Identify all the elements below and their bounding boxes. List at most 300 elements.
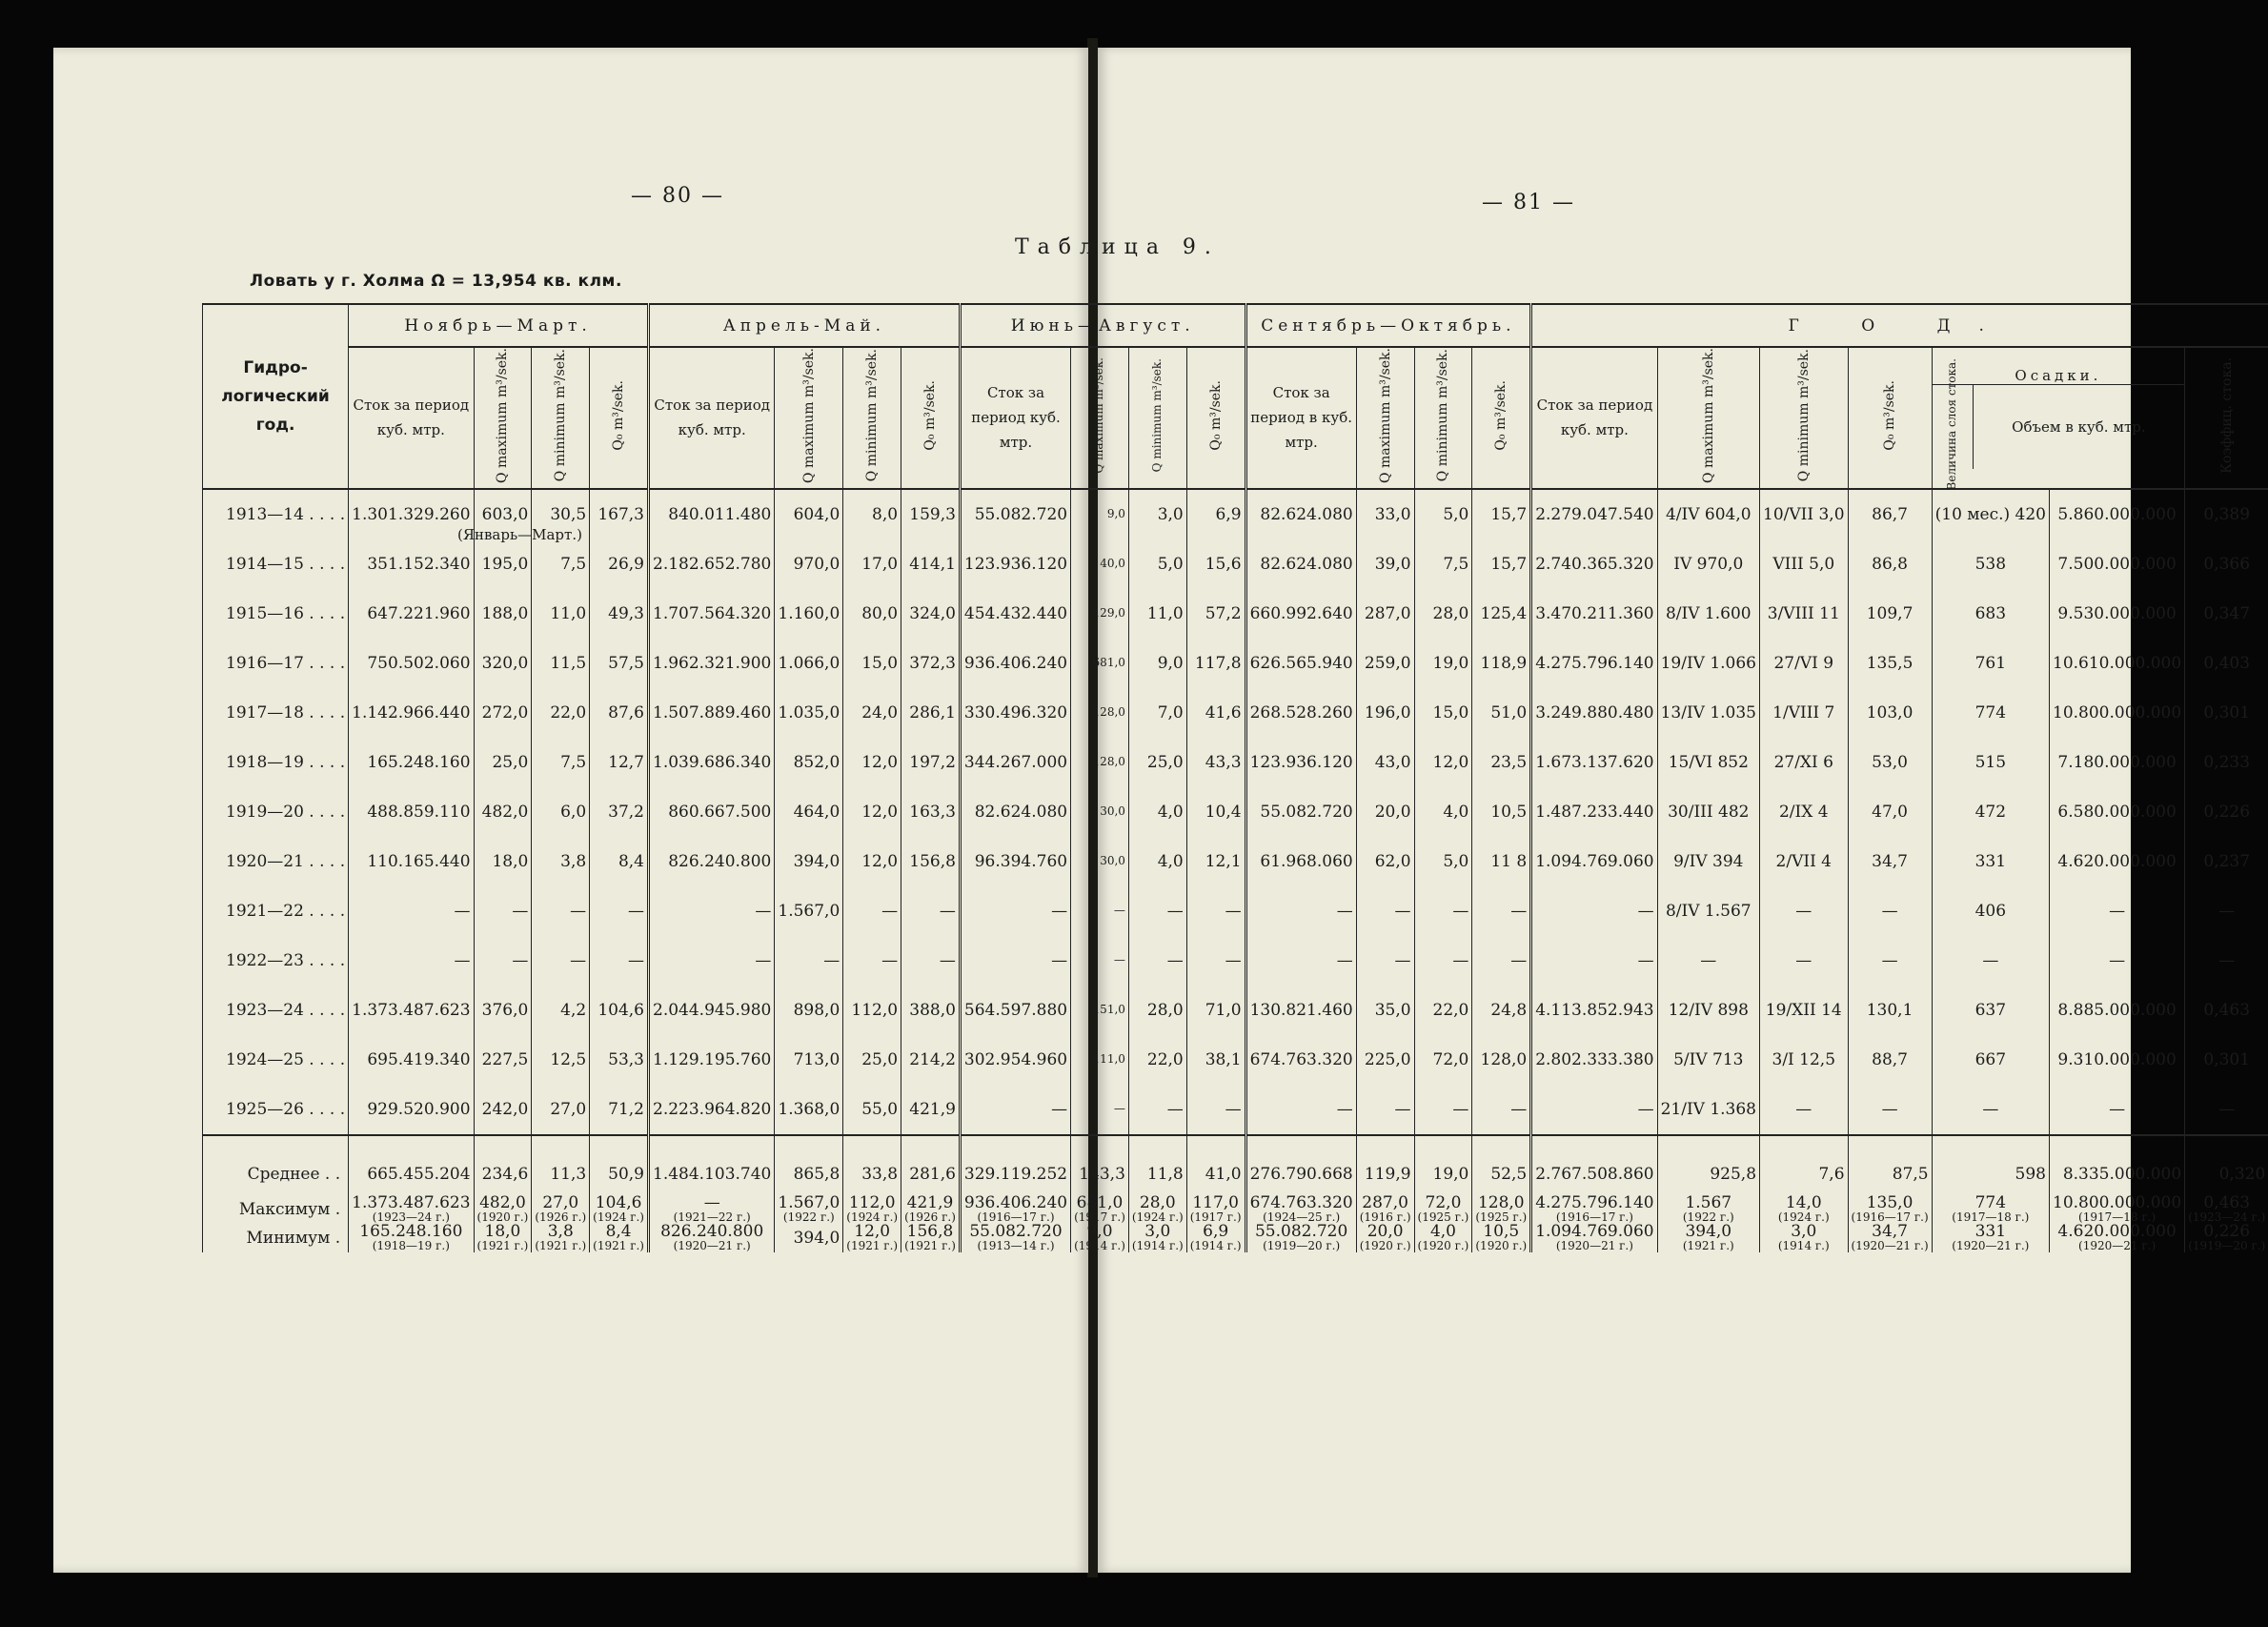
header-precip: Осадки. Величина слоя стока. Объем в куб. мтр. <box>1932 347 2185 489</box>
cell-yr-3: 130,1 <box>1848 986 1932 1035</box>
cell-nm-0: 695.419.340 <box>349 1035 474 1085</box>
summary-row <box>203 1195 2268 1224</box>
cell-ja-1: 30,0 <box>1071 787 1129 837</box>
table-row <box>203 787 2268 837</box>
header-qmin-so: Q minimum m³/sek. <box>1414 347 1472 489</box>
header-runoff-yr: Сток за период куб. мтр. <box>1531 347 1657 489</box>
cell-yr-0: 4.275.796.140 <box>1531 639 1657 688</box>
cell-yr-2: 3/VIII 11 <box>1760 589 1849 639</box>
cell-so-0: 61.968.060 <box>1245 837 1356 886</box>
cell-am-3: 372,3 <box>901 639 961 688</box>
cell-ja-1: 30,0 <box>1071 837 1129 886</box>
cell-nm-1: 188,0 <box>474 589 532 639</box>
cell-so-3: 10,5 <box>1472 787 1531 837</box>
cell-yr-6: 0,237 <box>2185 837 2268 886</box>
cell-so-3: 24,8 <box>1472 986 1531 1035</box>
summary-yr-5: 10.800.000.000 (1917—18 г.) <box>2050 1195 2185 1224</box>
row-year: 1917—18 . . . . <box>203 688 349 738</box>
cell-am-0: 1.962.321.900 <box>649 639 775 688</box>
cell-yr-1: 30/III 482 <box>1657 787 1759 837</box>
cell-yr-5: — <box>2050 1085 2185 1135</box>
cell-yr-1: — <box>1657 936 1759 986</box>
summary-nm-2: 11,3 <box>532 1135 590 1195</box>
summary-nm-0: 665.455.204 <box>349 1135 474 1195</box>
cell-nm-0: 750.502.060 <box>349 639 474 688</box>
cell-yr-0: 1.094.769.060 <box>1531 837 1657 886</box>
cell-am-3: 163,3 <box>901 787 961 837</box>
summary-so-1: 119,9 <box>1356 1135 1414 1195</box>
cell-yr-5: 10.610.000.000 <box>2050 639 2185 688</box>
cell-so-2: 7,5 <box>1414 539 1472 589</box>
cell-yr-2: 2/IX 4 <box>1760 787 1849 837</box>
header-runoff-am: Сток за период куб. мтр. <box>649 347 775 489</box>
cell-am-0: 1.039.686.340 <box>649 738 775 787</box>
cell-am-2: 24,0 <box>843 688 901 738</box>
summary-yr-5: 4.620.000.000 (1920—21 г.) <box>2050 1224 2185 1252</box>
cell-nm-3: 167,3 <box>590 489 649 539</box>
row-year: 1925—26 . . . . <box>203 1085 349 1135</box>
summary-yr-2: 14,0 (1924 г.) <box>1760 1195 1849 1224</box>
cell-ja-1: 151,0 <box>1071 986 1129 1035</box>
cell-nm-3: — <box>590 886 649 936</box>
summary-am-1: 394,0 <box>775 1224 843 1252</box>
summary-nm-3: 104,6 (1924 г.) <box>590 1195 649 1224</box>
header-coef: Коэффиц. стока. <box>2185 347 2268 489</box>
cell-ja-1: 111,0 <box>1071 1035 1129 1085</box>
cell-yr-4: 761 <box>1932 639 2049 688</box>
cell-yr-6: 0,347 <box>2185 589 2268 639</box>
header-qmin-yr: Q minimum m³/sek. <box>1760 347 1849 489</box>
cell-nm-2: 11,5 <box>532 639 590 688</box>
cell-so-1: 20,0 <box>1356 787 1414 837</box>
summary-yr-3: 135,0 (1916—17 г.) <box>1848 1195 1932 1224</box>
summary-am-3: 156,8 (1921 г.) <box>901 1224 961 1252</box>
cell-am-1: 1.066,0 <box>775 639 843 688</box>
cell-nm-0: 647.221.960 <box>349 589 474 639</box>
cell-yr-4: 683 <box>1932 589 2049 639</box>
summary-label: Максимум . <box>203 1195 349 1224</box>
cell-yr-1: 21/IV 1.368 <box>1657 1085 1759 1135</box>
cell-nm-0: 488.859.110 <box>349 787 474 837</box>
cell-am-1: 1.035,0 <box>775 688 843 738</box>
cell-yr-4: (10 мес.) 420 <box>1932 489 2049 539</box>
cell-yr-0: — <box>1531 1085 1657 1135</box>
cell-ja-2: — <box>1128 1085 1186 1135</box>
summary-so-2: 72,0 (1925 г.) <box>1414 1195 1472 1224</box>
cell-ja-2: 22,0 <box>1128 1035 1186 1085</box>
cell-ja-0: 96.394.760 <box>960 837 1070 886</box>
header-qmax-so: Q maximum m³/sek. <box>1356 347 1414 489</box>
cell-so-0: 82.624.080 <box>1245 489 1356 539</box>
cell-ja-3: 15,6 <box>1186 539 1245 589</box>
cell-nm-1: 195,0 <box>474 539 532 589</box>
header-runoff-ja: Сток за период куб. мтр. <box>960 347 1070 489</box>
cell-nm-2: 11,0 <box>532 589 590 639</box>
cell-nm-2: 7,5 <box>532 539 590 589</box>
cell-ja-3: 6,9 <box>1186 489 1245 539</box>
cell-yr-0: — <box>1531 886 1657 936</box>
cell-nm-0: 1.301.329.260 <box>349 489 474 539</box>
cell-nm-0: 351.152.340 <box>349 539 474 589</box>
cell-yr-3: 88,7 <box>1848 1035 1932 1085</box>
cell-am-3: 214,2 <box>901 1035 961 1085</box>
cell-yr-2: — <box>1760 936 1849 986</box>
row-year: 1916—17 . . . . <box>203 639 349 688</box>
summary-am-1: 1.567,0 (1922 г.) <box>775 1195 843 1224</box>
row-year: 1919—20 . . . . <box>203 787 349 837</box>
cell-nm-3: 71,2 <box>590 1085 649 1135</box>
cell-so-3: 15,7 <box>1472 489 1531 539</box>
summary-label: Среднее . . <box>203 1135 349 1195</box>
cell-am-2: 12,0 <box>843 738 901 787</box>
summary-am-3: 421,9 (1926 г.) <box>901 1195 961 1224</box>
cell-so-2: 19,0 <box>1414 639 1472 688</box>
cell-yr-1: 9/IV 394 <box>1657 837 1759 886</box>
cell-ja-3: — <box>1186 1085 1245 1135</box>
river-title: Ловать у г. Холма Ω = 13,954 кв. клм. <box>250 272 622 291</box>
cell-yr-1: 12/IV 898 <box>1657 986 1759 1035</box>
summary-so-3: 10,5 (1920 г.) <box>1472 1224 1531 1252</box>
summary-yr-4: 598 <box>1932 1135 2049 1195</box>
cell-yr-1: 4/IV 604,0 <box>1657 489 1759 539</box>
table-row <box>203 986 2268 1035</box>
cell-yr-3: 86,8 <box>1848 539 1932 589</box>
summary-am-0: — (1921—22 г.) <box>649 1195 775 1224</box>
cell-nm-3: 87,6 <box>590 688 649 738</box>
cell-am-0: 2.223.964.820 <box>649 1085 775 1135</box>
runoff-table <box>202 303 2268 1252</box>
table-row <box>203 738 2268 787</box>
header-q0-so: Q₀ m³/sek. <box>1472 347 1531 489</box>
table-row <box>203 936 2268 986</box>
cell-nm-0: 929.520.900 <box>349 1085 474 1135</box>
cell-am-0: 860.667.500 <box>649 787 775 837</box>
cell-am-1: 713,0 <box>775 1035 843 1085</box>
summary-nm-0: 1.373.487.623 (1923—24 г.) <box>349 1195 474 1224</box>
cell-nm-1: 25,0 <box>474 738 532 787</box>
summary-row <box>203 1135 2268 1195</box>
cell-nm-2: 4,2 <box>532 986 590 1035</box>
cell-yr-0: 1.487.233.440 <box>1531 787 1657 837</box>
cell-so-3: — <box>1472 936 1531 986</box>
cell-ja-0: 564.597.880 <box>960 986 1070 1035</box>
cell-so-2: 72,0 <box>1414 1035 1472 1085</box>
cell-yr-5: 9.310.000.000 <box>2050 1035 2185 1085</box>
summary-so-0: 674.763.320 (1924—25 г.) <box>1245 1195 1356 1224</box>
table-row <box>203 639 2268 688</box>
cell-nm-3: 26,9 <box>590 539 649 589</box>
cell-yr-2: — <box>1760 1085 1849 1135</box>
cell-yr-3: 34,7 <box>1848 837 1932 886</box>
cell-yr-5: 7.180.000.000 <box>2050 738 2185 787</box>
summary-ja-0: 936.406.240 (1916—17 г.) <box>960 1195 1070 1224</box>
cell-nm-2: — <box>532 886 590 936</box>
cell-ja-2: 28,0 <box>1128 986 1186 1035</box>
cell-ja-0: — <box>960 886 1070 936</box>
header-year: Гидро-логический год. <box>203 304 349 489</box>
cell-ja-3: 71,0 <box>1186 986 1245 1035</box>
cell-ja-0: 82.624.080 <box>960 787 1070 837</box>
cell-ja-2: — <box>1128 936 1186 986</box>
cell-so-2: 5,0 <box>1414 489 1472 539</box>
header-layer: Величина слоя стока. <box>1945 358 1959 491</box>
summary-nm-1: 234,6 <box>474 1135 532 1195</box>
summary-yr-6: 0,226 (1919—20 г.) <box>2185 1224 2268 1252</box>
cell-yr-1: 5/IV 713 <box>1657 1035 1759 1085</box>
summary-so-2: 19,0 <box>1414 1135 1472 1195</box>
cell-ja-3: 41,6 <box>1186 688 1245 738</box>
summary-yr-0: 1.094.769.060 (1920—21 г.) <box>1531 1224 1657 1252</box>
cell-yr-2: VIII 5,0 <box>1760 539 1849 589</box>
left-page-number: — 80 — <box>631 184 724 208</box>
summary-yr-1: 925,8 <box>1657 1135 1759 1195</box>
cell-ja-3: 10,4 <box>1186 787 1245 837</box>
cell-yr-5: — <box>2050 886 2185 936</box>
row-year: 1923—24 . . . . <box>203 986 349 1035</box>
cell-yr-3: — <box>1848 1085 1932 1135</box>
summary-ja-0: 55.082.720 (1913—14 г.) <box>960 1224 1070 1252</box>
cell-so-1: 259,0 <box>1356 639 1414 688</box>
cell-so-2: 4,0 <box>1414 787 1472 837</box>
cell-so-0: 82.624.080 <box>1245 539 1356 589</box>
cell-nm-0: 110.165.440 <box>349 837 474 886</box>
header-year-group: Г О Д. <box>1531 304 2268 347</box>
cell-am-2: 25,0 <box>843 1035 901 1085</box>
cell-am-1: 970,0 <box>775 539 843 589</box>
cell-ja-1: 9,0 <box>1071 489 1129 539</box>
summary-am-2: 12,0 (1921 г.) <box>843 1224 901 1252</box>
summary-row <box>203 1224 2268 1252</box>
summary-so-3: 52,5 <box>1472 1135 1531 1195</box>
cell-nm-3: 8,4 <box>590 837 649 886</box>
cell-so-0: 660.992.640 <box>1245 589 1356 639</box>
cell-am-2: 15,0 <box>843 639 901 688</box>
summary-nm-3: 8,4 (1921 г.) <box>590 1224 649 1252</box>
cell-am-0: 1.507.889.460 <box>649 688 775 738</box>
cell-ja-3: 43,3 <box>1186 738 1245 787</box>
cell-yr-4: — <box>1932 936 2049 986</box>
header-runoff-nm: Сток за период куб. мтр. <box>349 347 474 489</box>
cell-so-2: — <box>1414 1085 1472 1135</box>
cell-nm-3: 53,3 <box>590 1035 649 1085</box>
cell-ja-1: 128,0 <box>1071 688 1129 738</box>
summary-label: Минимум . <box>203 1224 349 1252</box>
table-row <box>203 886 2268 936</box>
table-row <box>203 539 2268 589</box>
cell-yr-0: 2.740.365.320 <box>1531 539 1657 589</box>
row-year: 1922—23 . . . . <box>203 936 349 986</box>
note-jan-mar: (Январь—Март.) <box>457 526 582 543</box>
cell-yr-6: 0,226 <box>2185 787 2268 837</box>
table-row <box>203 1035 2268 1085</box>
summary-ja-1: 681,0 (1917 г.) <box>1071 1195 1129 1224</box>
cell-yr-1: IV 970,0 <box>1657 539 1759 589</box>
summary-ja-3: 6,9 (1914 г.) <box>1186 1224 1245 1252</box>
cell-yr-1: 8/IV 1.600 <box>1657 589 1759 639</box>
summary-am-0: 1.484.103.740 <box>649 1135 775 1195</box>
cell-so-1: 196,0 <box>1356 688 1414 738</box>
cell-ja-0: — <box>960 1085 1070 1135</box>
cell-nm-2: 6,0 <box>532 787 590 837</box>
header-q0-am: Q₀ m³/sek. <box>901 347 961 489</box>
cell-so-0: 268.528.260 <box>1245 688 1356 738</box>
summary-so-2: 4,0 (1920 г.) <box>1414 1224 1472 1252</box>
cell-so-1: 33,0 <box>1356 489 1414 539</box>
cell-nm-0: 165.248.160 <box>349 738 474 787</box>
cell-nm-3: 37,2 <box>590 787 649 837</box>
cell-yr-4: 406 <box>1932 886 2049 936</box>
cell-nm-2: — <box>532 936 590 986</box>
cell-am-2: 112,0 <box>843 986 901 1035</box>
cell-so-0: — <box>1245 1085 1356 1135</box>
cell-so-2: 22,0 <box>1414 986 1472 1035</box>
cell-am-1: 898,0 <box>775 986 843 1035</box>
header-runoff-so: Сток за период в куб. мтр. <box>1245 347 1356 489</box>
cell-nm-2: 22,0 <box>532 688 590 738</box>
cell-yr-3: 135,5 <box>1848 639 1932 688</box>
cell-nm-2: 30,5 <box>532 489 590 539</box>
cell-am-0: 826.240.800 <box>649 837 775 886</box>
summary-yr-5: 8.335.000.000 <box>2050 1135 2185 1195</box>
cell-yr-2: 27/VI 9 <box>1760 639 1849 688</box>
cell-ja-3: 12,1 <box>1186 837 1245 886</box>
summary-yr-0: 2.767.508.860 <box>1531 1135 1657 1195</box>
cell-so-3: 51,0 <box>1472 688 1531 738</box>
cell-am-2: 12,0 <box>843 837 901 886</box>
summary-nm-2: 3,8 (1921 г.) <box>532 1224 590 1252</box>
header-qmax-nm: Q maximum m³/sek. <box>474 347 532 489</box>
summary-am-2: 33,8 <box>843 1135 901 1195</box>
cell-yr-3: 86,7 <box>1848 489 1932 539</box>
cell-ja-1: 681,0 <box>1071 639 1129 688</box>
summary-so-3: 128,0 (1925 г.) <box>1472 1195 1531 1224</box>
summary-yr-2: 7,6 <box>1760 1135 1849 1195</box>
cell-so-0: 130.821.460 <box>1245 986 1356 1035</box>
cell-ja-0: 55.082.720 <box>960 489 1070 539</box>
cell-nm-1: — <box>474 886 532 936</box>
cell-nm-1: 320,0 <box>474 639 532 688</box>
cell-am-2: 8,0 <box>843 489 901 539</box>
header-nov-mar: Ноябрь—Март. <box>349 304 649 347</box>
summary-nm-2: 27,0 (1926 г.) <box>532 1195 590 1224</box>
cell-so-3: 125,4 <box>1472 589 1531 639</box>
cell-yr-5: 4.620.000.000 <box>2050 837 2185 886</box>
cell-am-1: — <box>775 936 843 986</box>
summary-yr-4: 774 (1917—18 г.) <box>1932 1195 2049 1224</box>
summary-yr-3: 87,5 <box>1848 1135 1932 1195</box>
cell-yr-2: 27/XI 6 <box>1760 738 1849 787</box>
row-year: 1915—16 . . . . <box>203 589 349 639</box>
cell-ja-1: — <box>1071 886 1129 936</box>
cell-ja-1: — <box>1071 936 1129 986</box>
cell-yr-5: 9.530.000.000 <box>2050 589 2185 639</box>
cell-yr-5: 5.860.000.000 <box>2050 489 2185 539</box>
row-year: 1918—19 . . . . <box>203 738 349 787</box>
cell-am-3: 324,0 <box>901 589 961 639</box>
right-page-number: — 81 — <box>1482 191 1575 214</box>
table-row <box>203 1085 2268 1135</box>
cell-nm-0: 1.373.487.623 <box>349 986 474 1035</box>
cell-ja-2: 7,0 <box>1128 688 1186 738</box>
table-caption: Таблица 9. <box>1015 235 1220 259</box>
cell-yr-5: — <box>2050 936 2185 986</box>
cell-am-3: 421,9 <box>901 1085 961 1135</box>
cell-am-1: 464,0 <box>775 787 843 837</box>
cell-nm-0: 1.142.966.440 <box>349 688 474 738</box>
cell-nm-1: 18,0 <box>474 837 532 886</box>
cell-so-0: — <box>1245 936 1356 986</box>
cell-ja-3: 117,8 <box>1186 639 1245 688</box>
cell-yr-3: 53,0 <box>1848 738 1932 787</box>
summary-ja-0: 329.119.252 <box>960 1135 1070 1195</box>
cell-so-1: 287,0 <box>1356 589 1414 639</box>
cell-yr-6: 0,366 <box>2185 539 2268 589</box>
cell-so-1: 62,0 <box>1356 837 1414 886</box>
header-qmin-am: Q minimum m³/sek. <box>843 347 901 489</box>
cell-am-1: 1.567,0 <box>775 886 843 936</box>
cell-yr-4: 515 <box>1932 738 2049 787</box>
cell-ja-0: 302.954.960 <box>960 1035 1070 1085</box>
cell-nm-0: — <box>349 886 474 936</box>
cell-yr-6: 0,233 <box>2185 738 2268 787</box>
cell-yr-3: 109,7 <box>1848 589 1932 639</box>
header-q0-yr: Q₀ m³/sek. <box>1848 347 1932 489</box>
cell-ja-0: 454.432.440 <box>960 589 1070 639</box>
summary-ja-1: 143,3 <box>1071 1135 1129 1195</box>
cell-yr-4: 538 <box>1932 539 2049 589</box>
cell-ja-0: 123.936.120 <box>960 539 1070 589</box>
cell-yr-4: 331 <box>1932 837 2049 886</box>
cell-ja-0: — <box>960 936 1070 986</box>
header-volume: Объем в куб. мтр. <box>1973 385 2185 469</box>
table-row <box>203 837 2268 886</box>
cell-yr-0: 2.802.333.380 <box>1531 1035 1657 1085</box>
cell-yr-3: 103,0 <box>1848 688 1932 738</box>
cell-nm-1: 227,5 <box>474 1035 532 1085</box>
cell-ja-0: 344.267.000 <box>960 738 1070 787</box>
cell-yr-5: 7.500.000.000 <box>2050 539 2185 589</box>
row-year: 1921—22 . . . . <box>203 886 349 936</box>
summary-ja-2: 3,0 (1914 г.) <box>1128 1224 1186 1252</box>
cell-am-2: 80,0 <box>843 589 901 639</box>
cell-ja-2: 3,0 <box>1128 489 1186 539</box>
cell-yr-3: 47,0 <box>1848 787 1932 837</box>
cell-ja-3: 57,2 <box>1186 589 1245 639</box>
cell-am-0: 2.044.945.980 <box>649 986 775 1035</box>
cell-so-0: 626.565.940 <box>1245 639 1356 688</box>
cell-ja-3: 38,1 <box>1186 1035 1245 1085</box>
table-row <box>203 589 2268 639</box>
cell-so-0: 55.082.720 <box>1245 787 1356 837</box>
summary-am-1: 865,8 <box>775 1135 843 1195</box>
cell-ja-0: 330.496.320 <box>960 688 1070 738</box>
cell-am-0: 1.707.564.320 <box>649 589 775 639</box>
cell-am-3: — <box>901 886 961 936</box>
cell-so-1: 225,0 <box>1356 1035 1414 1085</box>
row-year: 1913—14 . . . . <box>203 489 349 539</box>
cell-so-3: 23,5 <box>1472 738 1531 787</box>
header-q0-nm: Q₀ m³/sek. <box>590 347 649 489</box>
cell-nm-3: 12,7 <box>590 738 649 787</box>
cell-nm-1: 603,0 <box>474 489 532 539</box>
cell-nm-1: 482,0 <box>474 787 532 837</box>
header-qmax-yr: Q maximum m³/sek. <box>1657 347 1759 489</box>
cell-am-1: 1.368,0 <box>775 1085 843 1135</box>
cell-so-0: 123.936.120 <box>1245 738 1356 787</box>
cell-am-0: 840.011.480 <box>649 489 775 539</box>
cell-yr-2: 10/VII 3,0 <box>1760 489 1849 539</box>
cell-ja-0: 936.406.240 <box>960 639 1070 688</box>
